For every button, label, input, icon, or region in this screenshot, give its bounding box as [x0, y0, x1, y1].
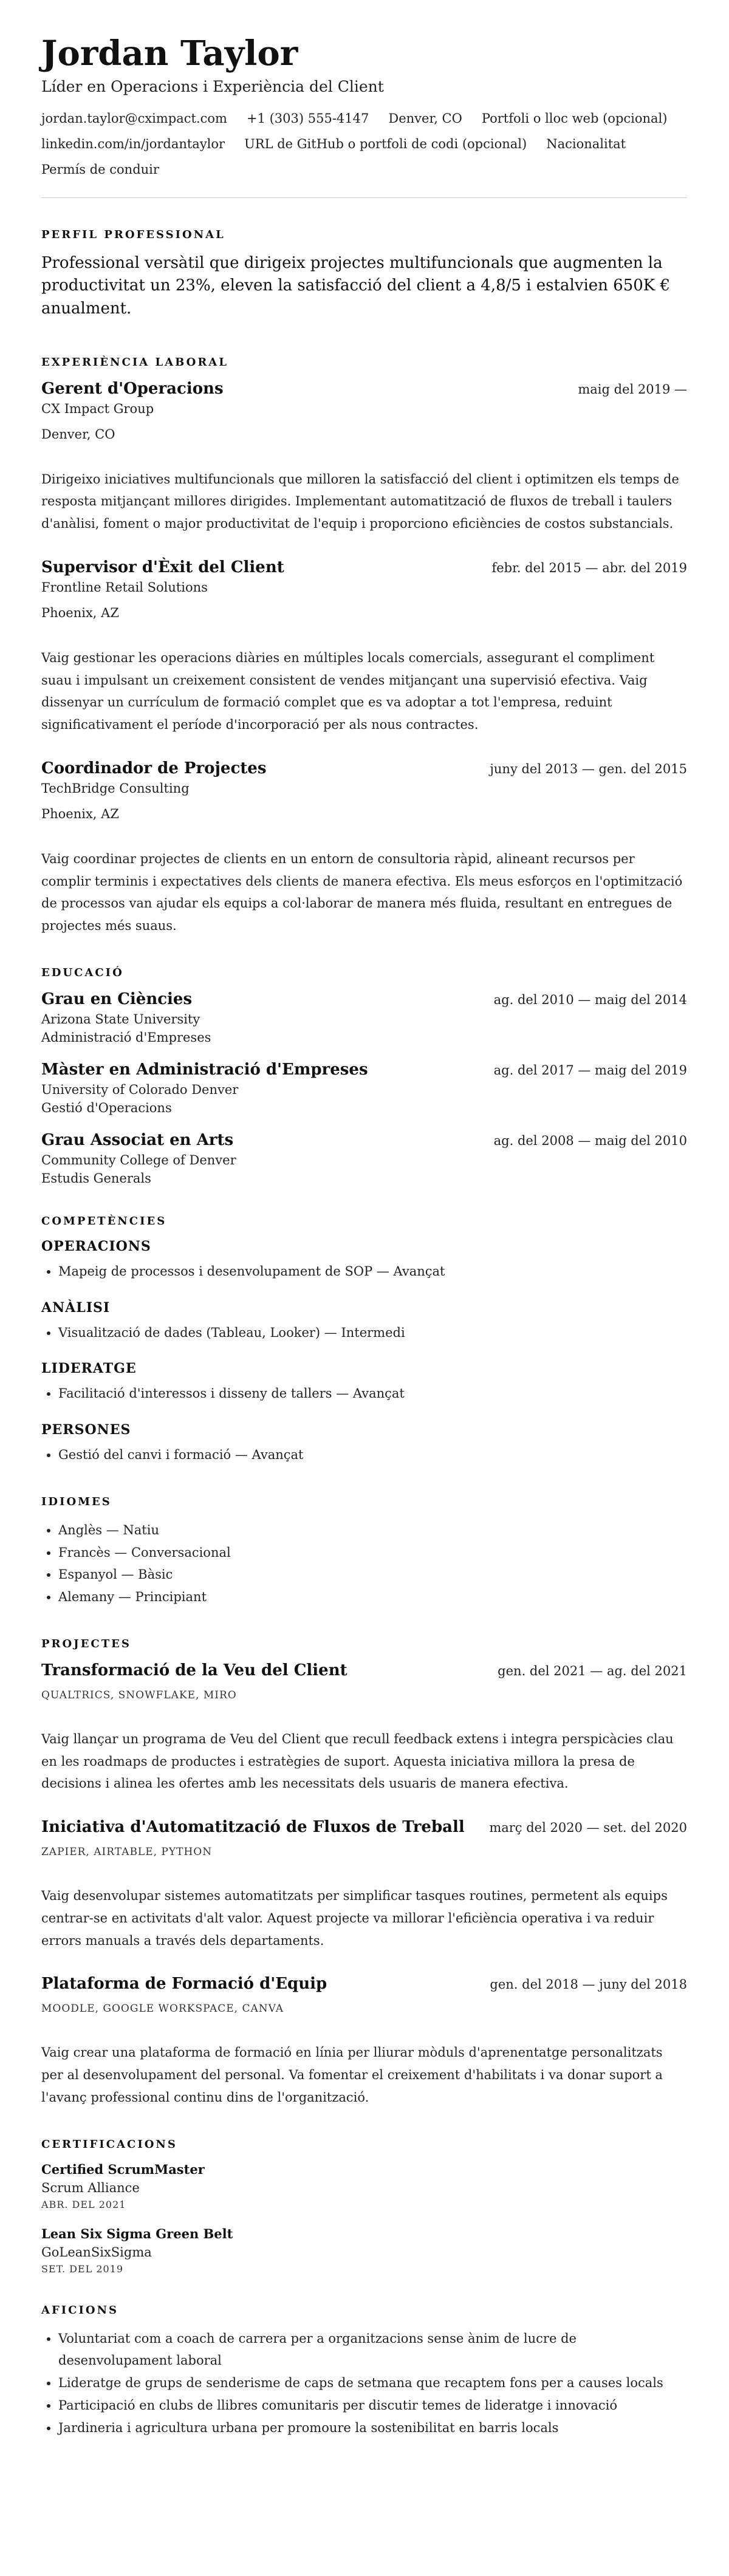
job-location: Phoenix, AZ: [41, 605, 119, 620]
education-entry: [41, 1131, 687, 1186]
degree-title: Grau en Ciències: [41, 989, 193, 1008]
field-of-study: Administració d'Empreses: [41, 1030, 211, 1045]
language-item: • Francès — Conversacional: [58, 1542, 687, 1564]
contact-nationality: Nacionalitat: [546, 136, 626, 151]
job-title: Gerent d'Operacions: [41, 379, 224, 398]
job-description: Vaig coordinar projectes de clients en un entorn de consultoria ràpid, alineant recursos per complir terminis i expectatives dels clients de manera efectiva. Els meus esforços en l'optimització de processos van ajudar els equips a col·laborar de manera més fluida, resultant en entregues de projectes més suaus.: [41, 851, 683, 934]
degree-title: Màster en Administració d'Empreses: [41, 1060, 368, 1079]
hobby-item: • Lideratge de grups de senderisme de caps de setmana que recaptem fons per a causes locals: [58, 2372, 687, 2394]
skills-title: COMPETÈNCIES: [41, 1214, 167, 1228]
contact-github: URL de GitHub o portfoli de codi (opcional): [244, 136, 527, 151]
skill-category: PERSONES: [41, 1422, 131, 1438]
project-entry: [41, 1661, 687, 1795]
school-name: Arizona State University: [41, 1011, 200, 1027]
candidate-tagline: Líder en Operacions i Experiència del Client: [41, 77, 384, 95]
language-list: [41, 1519, 687, 1608]
skills-section: [41, 1215, 687, 1466]
project-title: Iniciativa d'Automatització de Fluxos de Treball: [41, 1818, 465, 1837]
contact-phone: +1 (303) 555-4147: [246, 111, 369, 126]
project-description: Vaig llançar un programa de Veu del Client que recull feedback extens i integra perspicàcies clau en les roadmaps de productes i estratègies de suport. Aquesta iniciativa millora la presa de decisions i alinea les ofertes amb les necessitats dels usuaris de manera efectiva.: [41, 1731, 674, 1791]
education-title: EDUCACIÓ: [41, 966, 124, 979]
contact-driving-license: Permís de conduir: [41, 162, 159, 177]
skill-item: • Facilitació d'interessos i disseny de tallers — Avançat: [58, 1382, 687, 1405]
project-dates: març del 2020 — set. del 2020: [489, 1820, 687, 1836]
contact-portfolio: Portfoli o lloc web (opcional): [481, 111, 668, 126]
experience-title: EXPERIÈNCIA LABORAL: [41, 355, 228, 369]
school-name: University of Colorado Denver: [41, 1082, 239, 1097]
contact-email: jordan.taylor@cximpact.com: [41, 111, 227, 126]
certification-date: SET. DEL 2019: [41, 2263, 124, 2275]
project-tech: QUALTRICS, SNOWFLAKE, MIRO: [41, 1689, 237, 1701]
certifications-section: [41, 2138, 687, 2275]
job-entry: [41, 759, 687, 937]
project-dates: gen. del 2021 — ag. del 2021: [498, 1663, 687, 1678]
project-description: Vaig crear una plataforma de formació en línia per lliurar mòduls d'aprenentatge personalitzats per al desenvolupament del personal. Va fomentar el creixement d'habilitats i va donar suport a l'avanç professional continu dins de l'organització.: [41, 2045, 663, 2105]
job-dates: maig del 2019 —: [578, 381, 687, 397]
education-entry: [41, 1061, 687, 1115]
project-tech: ZAPIER, AIRTABLE, PYTHON: [41, 1846, 213, 1859]
language-item: • Alemany — Principiant: [58, 1586, 687, 1608]
skill-category: OPERACIONS: [41, 1238, 151, 1254]
education-entry: [41, 990, 687, 1045]
certification-name: Certified ScrumMaster: [41, 2161, 205, 2177]
certification-name: Lean Six Sigma Green Belt: [41, 2226, 233, 2241]
certification-issuer: GoLeanSixSigma: [41, 2244, 152, 2260]
project-entry: [41, 1975, 687, 2108]
language-item: • Anglès — Natiu: [58, 1519, 687, 1542]
certification-entry: [41, 2162, 687, 2210]
certification-date: ABR. DEL 2021: [41, 2198, 126, 2210]
certifications-title: CERTIFICACIONS: [41, 2137, 177, 2151]
skill-category: ANÀLISI: [41, 1299, 111, 1316]
summary-section: [41, 228, 687, 321]
education-dates: ag. del 2017 — maig del 2019: [493, 1062, 687, 1078]
projects-title: PROJECTES: [41, 1637, 131, 1650]
skill-list: [41, 1322, 687, 1344]
job-dates: febr. del 2015 — abr. del 2019: [491, 560, 687, 575]
job-company: TechBridge Consulting: [41, 781, 190, 796]
job-title: Supervisor d'Èxit del Client: [41, 558, 284, 576]
hobby-list: [41, 2328, 687, 2439]
resume-header: [41, 35, 687, 198]
education-section: [41, 966, 687, 1186]
degree-title: Grau Associat en Arts: [41, 1130, 234, 1149]
job-company: Frontline Retail Solutions: [41, 579, 208, 595]
skill-item: • Mapeig de processos i desenvolupament de SOP — Avançat: [58, 1260, 687, 1283]
project-entry: [41, 1818, 687, 1952]
languages-title: IDIOMES: [41, 1495, 112, 1508]
job-dates: juny del 2013 — gen. del 2015: [490, 761, 687, 776]
job-description: Vaig gestionar les operacions diàries en múltiples locals comercials, assegurant el compliment suau i impulsant un creixement consistent de vendes mitjançant una supervisió efectiva. Vaig dissenyar un currículum de formació complet que es va adoptar a tot l'empresa, reduint significativament el període d'incorporació per als nous contractes.: [41, 650, 655, 733]
hobbies-section: [41, 2304, 687, 2439]
job-title: Coordinador de Projectes: [41, 759, 267, 777]
field-of-study: Gestió d'Operacions: [41, 1100, 172, 1115]
summary-text: Professional versàtil que dirigeix projectes multifuncionals que augmenten la productivitat un 23%, eleven la satisfacció del client a 4,8/5 i estalvien 650K € anualment.: [41, 253, 671, 318]
project-dates: gen. del 2018 — juny del 2018: [490, 1977, 687, 1992]
certification-issuer: Scrum Alliance: [41, 2180, 140, 2195]
job-entry: [41, 380, 687, 535]
skill-item: • Gestió del canvi i formació — Avançat: [58, 1444, 687, 1466]
job-company: CX Impact Group: [41, 401, 154, 416]
contact-list: [41, 111, 687, 177]
contact-linkedin: linkedin.com/in/jordantaylor: [41, 136, 225, 151]
resume-content: [41, 29, 687, 2468]
project-title: Plataforma de Formació d'Equip: [41, 1975, 327, 1993]
project-tech: MOODLE, GOOGLE WORKSPACE, CANVA: [41, 2003, 284, 2015]
education-dates: ag. del 2008 — maig del 2010: [493, 1133, 687, 1148]
hobby-item: • Participació en clubs de llibres comunitaris per discutir temes de lideratge i innovació: [58, 2394, 687, 2417]
skill-category: LIDERATGE: [41, 1361, 137, 1377]
hobby-item: • Jardineria i agricultura urbana per promoure la sostenibilitat en barris locals: [58, 2417, 687, 2439]
skill-item: • Visualització de dades (Tableau, Looker) — Intermedi: [58, 1322, 687, 1344]
school-name: Community College of Denver: [41, 1152, 236, 1167]
project-title: Transformació de la Veu del Client: [41, 1661, 347, 1679]
hobbies-title: AFICIONS: [41, 2303, 119, 2317]
skill-list: [41, 1260, 687, 1283]
job-description: Dirigeixo iniciatives multifuncionals que milloren la satisfacció del client i optimitzen els temps de resposta mitjançant millores dirigides. Implementant automatització de fluxos de treball i taulers d'anàlisi, foment o major productivitat de l'equip i proporciono eficiències de costos substancials.: [41, 471, 679, 531]
field-of-study: Estudis Generals: [41, 1170, 151, 1186]
language-item: • Espanyol — Bàsic: [58, 1563, 687, 1586]
certification-entry: [41, 2226, 687, 2275]
summary-title: PERFIL PROFESSIONAL: [41, 228, 225, 241]
skill-list: [41, 1444, 687, 1466]
candidate-name: Jordan Taylor: [41, 33, 298, 73]
skill-list: [41, 1382, 687, 1405]
project-description: Vaig desenvolupar sistemes automatitzats per simplificar tasques routines, permetent als equips centrar-se en activitats d'alt valor. Aquest projecte va millorar l'eficiència operativa i va reduir errors manuals a través dels departaments.: [41, 1888, 668, 1948]
experience-section: [41, 356, 687, 937]
hobby-item: • Voluntariat com a coach de carrera per a organitzacions sense ànim de lucre de desenvolupament laboral: [58, 2328, 687, 2373]
education-dates: ag. del 2010 — maig del 2014: [493, 992, 687, 1007]
contact-location: Denver, CO: [388, 111, 462, 126]
job-entry: [41, 558, 687, 736]
job-location: Denver, CO: [41, 426, 115, 442]
header-divider: [41, 197, 687, 198]
job-location: Phoenix, AZ: [41, 806, 119, 821]
languages-section: [41, 1495, 687, 1608]
projects-section: [41, 1638, 687, 2109]
